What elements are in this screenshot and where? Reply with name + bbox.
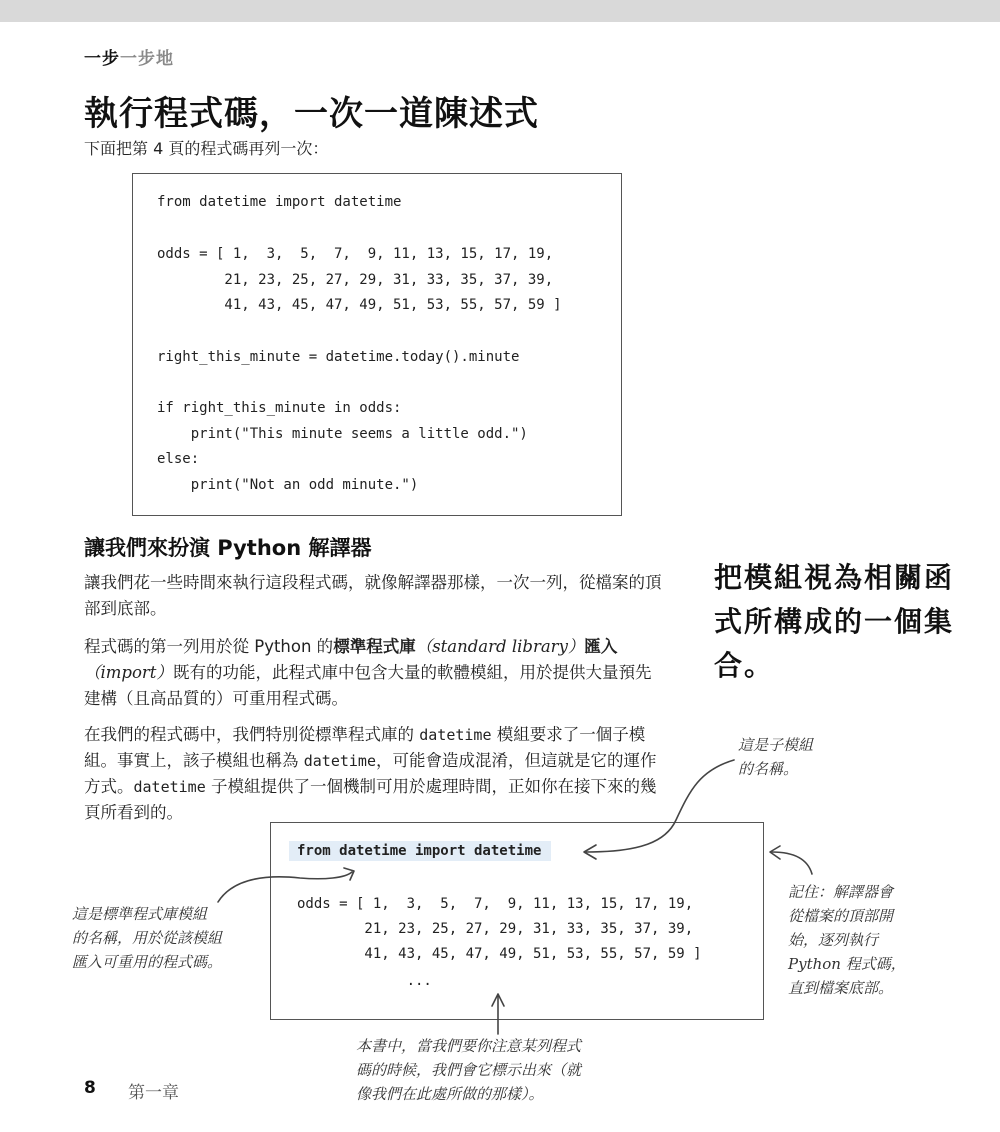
para2-bold-stdlib: 標準程式庫 (333, 637, 416, 656)
code-line: odds = [ 1, 3, 5, 7, 9, 11, 13, 15, 17, 19, (297, 896, 694, 912)
annotation-line: 碼的時候，我們會它標示出來（就 (356, 1061, 582, 1079)
para3-mono: datetime (303, 752, 376, 770)
running-header-part2: 一步地 (120, 49, 174, 69)
annotation-line: 像我們在此處所做的那樣）。 (356, 1085, 544, 1103)
para3-text: 子模組提供了一個機制可用於處理時間，正如你在接下來的幾頁所看到的。 (84, 777, 657, 822)
para3-mono: datetime (133, 778, 206, 796)
para2-text: 程式碼的第一列用於從 Python 的 (84, 637, 334, 656)
code-line: if right_this_minute in odds: (157, 400, 402, 416)
arrow-stdlib (218, 872, 352, 902)
para3-mono: datetime (419, 726, 492, 744)
arrow-remember (772, 852, 812, 874)
para3-text: ，可能會造成混淆，但這就是它的運作方式。 (84, 751, 657, 796)
annotation-line: 從檔案的頂部開 (788, 907, 894, 925)
para2-bold-import: 匯入 (584, 637, 618, 656)
code-line: print("This minute seems a little odd.") (157, 426, 528, 442)
section-heading: 讓我們來扮演 Python 解譯器 (84, 536, 372, 560)
code-line: 21, 23, 25, 27, 29, 31, 33, 35, 37, 39, (297, 921, 694, 937)
para3-text: 在我們的程式碼中，我們特別從標準程式庫的 (84, 725, 420, 744)
annotation-line: 的名稱。 (738, 760, 799, 778)
code-line: 41, 43, 45, 47, 49, 51, 53, 55, 57, 59 ] (157, 297, 562, 313)
intro-text: 下面把第 4 頁的程式碼再列一次： (84, 139, 329, 158)
annotation-line: 這是標準程式庫模組 (72, 905, 208, 923)
annotation-line: 匯入可重用的程式碼。 (72, 953, 223, 971)
page-title: 執行程式碼，一次一道陳述式 (84, 94, 539, 134)
para2-text-rest: 既有的功能，此程式庫中包含大量的軟體模組，用於提供大量預先建構（且高品質的）可重用程式碼。 (84, 663, 652, 708)
para3-text: 模組要求了一個子模組。事實上，該子模組也稱為 (84, 725, 646, 770)
highlight: from datetime import datetime (289, 841, 551, 861)
para2-italic-standard-library: （standard library） (415, 637, 585, 656)
annotation-line: Python 程式碼， (788, 955, 906, 973)
annotation-line: 始，逐列執行 (788, 931, 879, 949)
code-line: 21, 23, 25, 27, 29, 31, 33, 35, 37, 39, (157, 272, 554, 288)
annotation-line: 直到檔案底部。 (788, 979, 894, 997)
code-line: ... (297, 973, 432, 989)
code-line: odds = [ 1, 3, 5, 7, 9, 11, 13, 15, 17, 19, (157, 246, 554, 262)
para2-italic-import: （import） (84, 663, 173, 682)
annotation-line: 的名稱，用於從該模組 (72, 929, 223, 947)
paragraph-1: 讓我們花一些時間來執行這段程式碼，就像解譯器那樣，一次一列，從檔案的頂部到底部。 (84, 573, 662, 618)
code-line: from datetime import datetime (157, 194, 402, 210)
code-line: right_this_minute = datetime.today().minute (157, 349, 520, 365)
annotation-line: 這是子模組 (738, 736, 814, 754)
running-header-part1: 一步 (84, 49, 120, 69)
annotation-line: 本書中，當我們要你注意某列程式 (356, 1037, 582, 1055)
page-number: 8 (84, 1078, 96, 1098)
big-handwritten-note: 把模組視為相關函式所構成的一個集合。 (714, 561, 955, 682)
arrow-submodule (586, 760, 734, 852)
annotation-line: 記住：解譯器會 (788, 883, 894, 901)
chapter-label: 第一章 (128, 1083, 179, 1103)
code-line: else: (157, 451, 200, 467)
code-line: print("Not an odd minute.") (157, 477, 419, 493)
code-line: 41, 43, 45, 47, 49, 51, 53, 55, 57, 59 ] (297, 946, 702, 962)
